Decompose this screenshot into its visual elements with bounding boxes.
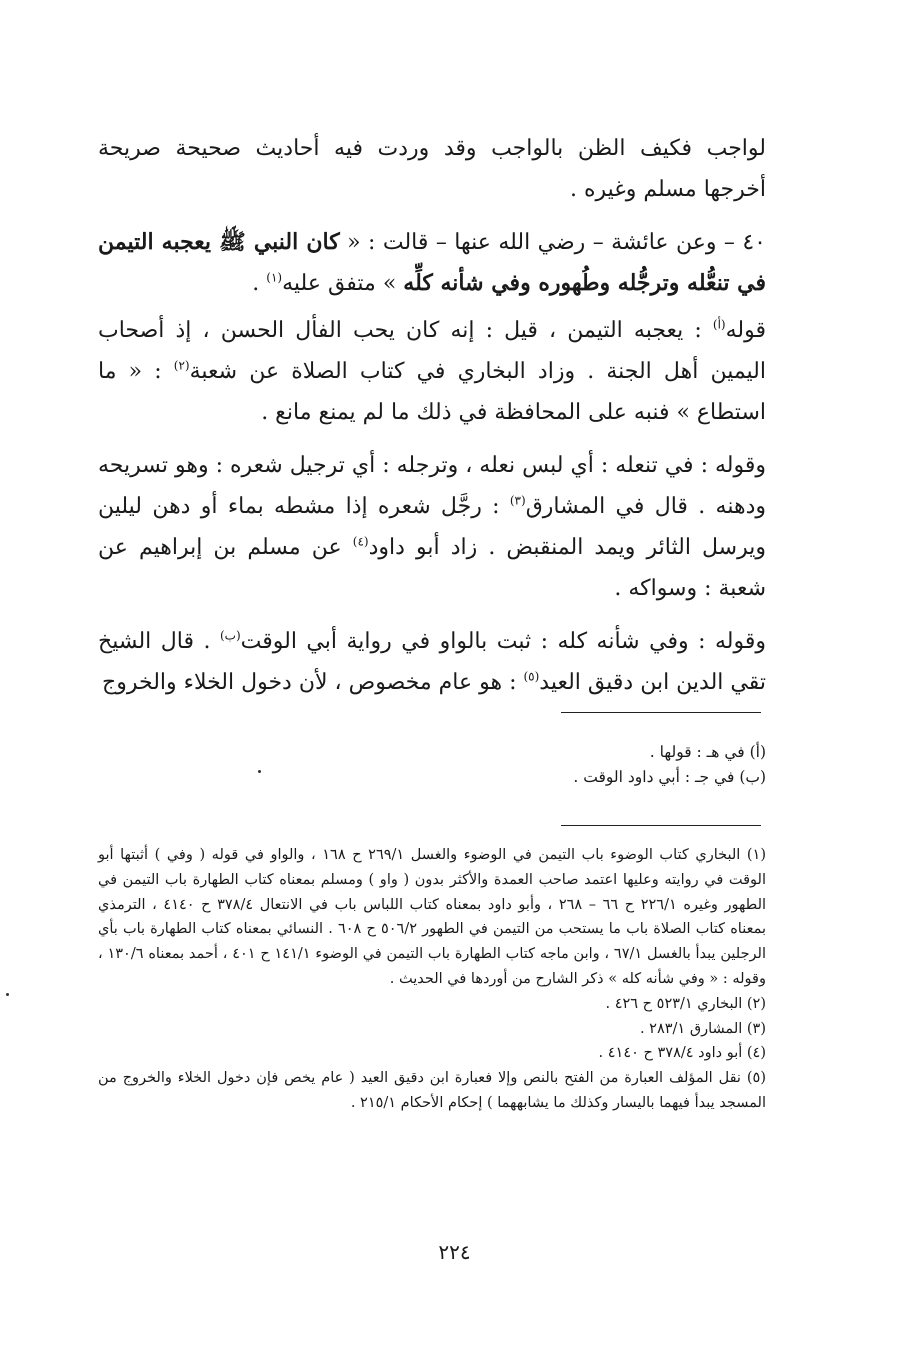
p3-part-b: : يعجبه التيمن ، قيل : إنه كان يحب الفأل الحسن ، إذ أصحاب اليمين أهل الجنة . وزاد البخاري في كتاب الصلاة عن شعبة [98, 318, 767, 384]
variant-ref-b[interactable]: (ب) [219, 628, 241, 643]
hadith-tail: » متفق عليه [282, 271, 404, 296]
hadith-end: . [252, 271, 267, 296]
p3-part-c: : « ما استطاع » فنبه على المحافظة في ذلك ما لم يمنع مانع . [98, 359, 766, 425]
variant-note-b: (ب) في جـ : أبي داود الوقت . [573, 768, 766, 786]
main-text [98, 128, 766, 715]
p5-part-b: . قال الشيخ تقي الدين ابن دقيق العيد [98, 629, 766, 695]
footnote-3: (٣) المشارق ٢٨٣/١ . [639, 1020, 766, 1037]
p5-part-c: : هو عام مخصوص ، لأن دخول الخلاء والخروج [102, 670, 524, 695]
footnote-ref-3[interactable]: (٣) [509, 493, 526, 508]
p4-part-b: : رجَّل شعره إذا مشطه بماء أو دهن ليلين ويرسل الثائر ويمد المنقبض . زاد أبو داود [98, 494, 766, 560]
footnote-ref-2[interactable]: (٢) [173, 358, 190, 373]
footnote-ref-4[interactable]: (٤) [352, 534, 369, 549]
variant-notes [98, 740, 766, 790]
p4-part-c: عن مسلم بن إبراهيم عن شعبة : وسواكه . [98, 535, 766, 601]
footnote-4: (٤) أبو داود ٣٧٨/٤ ح ٤١٤٠ . [598, 1045, 766, 1062]
variant-notes-divider [561, 712, 761, 713]
footnotes [98, 843, 766, 1116]
p3-part-a: قوله [725, 318, 766, 343]
footnote-ref-5[interactable]: (٥) [523, 669, 540, 684]
paragraph-1 [98, 128, 766, 210]
hadith-paragraph [98, 222, 766, 304]
hadith-text: كان النبي ﷺ يعجبه التيمن في تنعُّله وترجُّله وطُهوره وفي شأنه كلِّه [98, 229, 766, 296]
footnote-1: (١) البخاري كتاب الوضوء باب التيمن في الوضوء والغسل ٢٦٩/١ ح ١٦٨ ، والواو في قوله ( وفي ) أثبتها أبو الوقت في روايته وعليها اعتمد صاحب العمدة والأكثر بدون ( واو ) ومسلم بمعناه كتاب الطهارة باب التيمن في الطهور وغيره ٢٢٦/١ ح ٦٦ – ٢٦٨ ، وأبو داود بمعناه كتاب اللباس باب في الانتعال ٣٧٨/٤ ح ٤١٤٠ ، الترمذي بمعناه كتاب الصلاة باب ما يستحب من التيمن في الطهور ٥٠٦/٢ ح ٦٠٨ . النسائي بمعناه كتاب الطهارة باب بأي الرجلين يبدأ بالغسل ٦٧/١ ، وابن ماجه كتاب الطهارة باب التيمن في الوضوء ١٤١/١ ح ٤٠١ ، أحمد بمعناه ١٣٠/٦ ، وقوله : « وفي شأنه كله » ذكر الشارح من أوردها في الحديث . [98, 847, 767, 987]
scan-speck [258, 770, 261, 773]
scan-speck [6, 993, 9, 996]
hadith-lead: ٤٠ – وعن عائشة – رضي الله عنها – قالت : « [339, 230, 766, 255]
footnote-2: (٢) البخاري ٥٢٣/١ ح ٤٢٦ . [605, 995, 766, 1012]
p4-part-a: وقوله : في تنعله : أي لبس نعله ، وترجله : أي ترجيل شعره : وهو تسريحه ودهنه . قال في المشارق [98, 453, 766, 519]
variant-note-a: (أ) في هـ : قولها . [649, 743, 766, 761]
paragraph-4 [98, 445, 766, 609]
paragraph-3 [98, 310, 766, 433]
page-number: ٢٢٤ [438, 1240, 471, 1264]
variant-ref-a[interactable]: (أ) [712, 317, 726, 332]
p5-part-a: وقوله : وفي شأنه كله : ثبت بالواو في رواية أبي الوقت [240, 629, 766, 654]
paragraph-1-text: لواجب فكيف الظن بالواجب وقد وردت فيه أحاديث صحيحة صريحة أخرجها مسلم وغيره . [98, 136, 766, 202]
paragraph-5 [98, 621, 766, 703]
footnotes-divider [561, 825, 761, 826]
footnote-5: (٥) نقل المؤلف العبارة من الفتح بالنص وإلا فعبارة ابن دقيق العيد ( عام يخص فإن دخول الخلاء والخروج من المسجد يبدأ فيهما باليسار وكذلك ما يشابههما ) إحكام الأحكام ٢١٥/١ . [98, 1070, 766, 1111]
footnote-ref-1[interactable]: (١) [266, 270, 283, 285]
